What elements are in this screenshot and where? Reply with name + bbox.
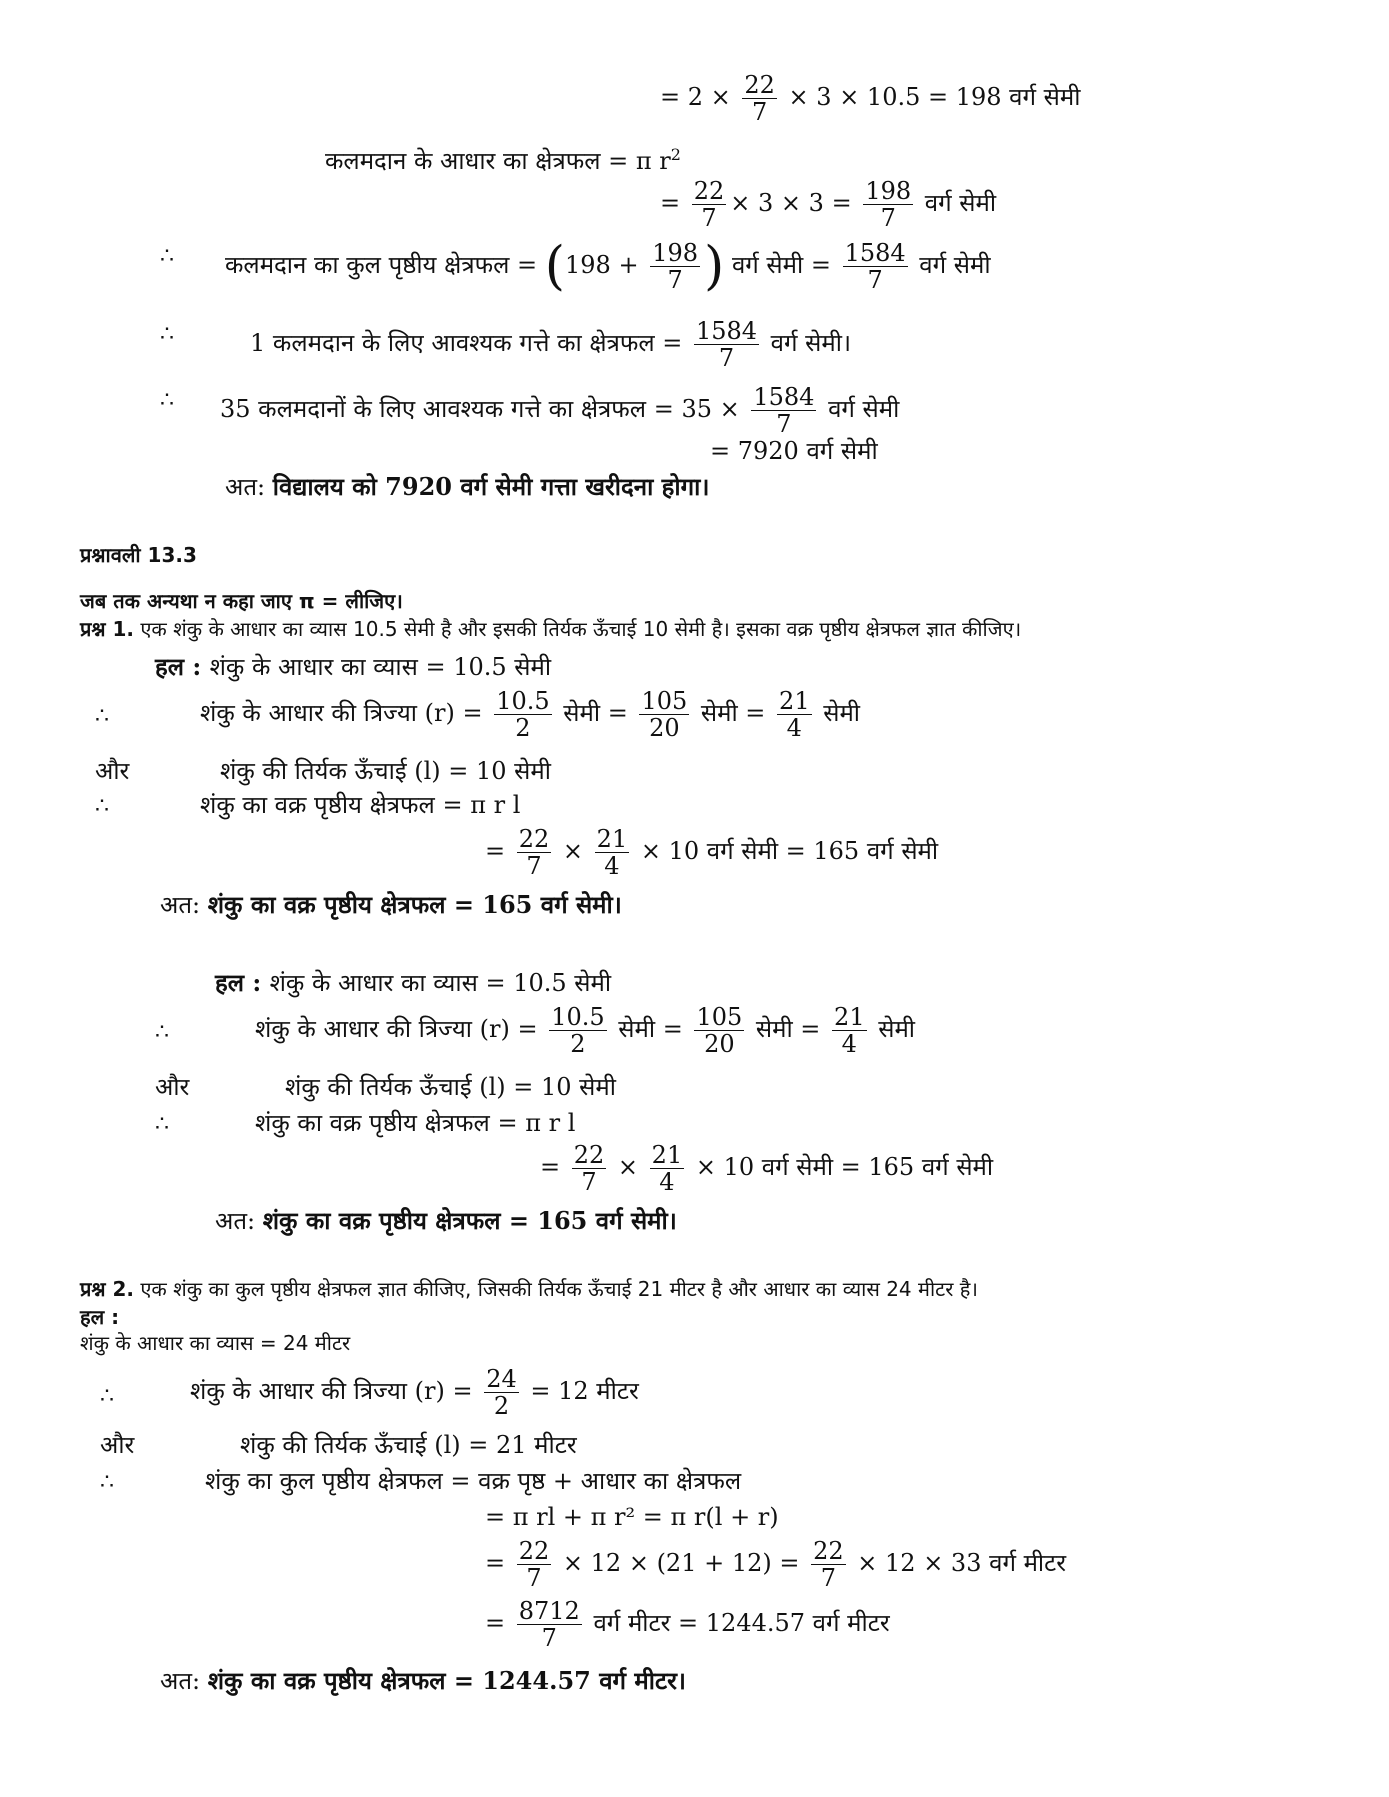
sol1-line-2: शंकु के आधार की त्रिज्या (r) = $\frac{10.5}{2}$ सेमी = $\frac{105}{20}$ सेमी = $\frac{21}{4}$ सेमी [200, 687, 861, 742]
sol1b-line-2: शंकु के आधार की त्रिज्या (r) = $\frac{10.5}{2}$ सेमी = $\frac{105}{20}$ सेमी = $\frac{21}{4}$ सेमी [255, 1003, 916, 1058]
fraction: $\frac{21}{4}$ [834, 1003, 865, 1058]
q2-line-0: शंकु के आधार का व्यास = 24 मीटर [80, 1331, 351, 1355]
top-conclusion: अत: विद्यालय को 7920 वर्ग सेमी गत्ता खरीदना होगा। [225, 472, 710, 501]
fraction: $\frac{24}{2}$ [486, 1365, 517, 1420]
sol1b-line-4: शंकु का वक्र पृष्ठीय क्षेत्रफल = π r l [255, 1109, 576, 1137]
q2-therefore-2: ∴ [100, 1470, 114, 1495]
fraction: $\frac{22}{7}$ [518, 825, 550, 880]
q2-therefore-1: ∴ [100, 1384, 114, 1409]
sol1b-line-3: शंकु की तिर्यक ऊँचाई (l) = 10 सेमी [285, 1073, 616, 1101]
fraction: $\frac{198}{7}$ [652, 239, 699, 294]
fraction: $\frac{21}{4}$ [596, 825, 628, 880]
sol1-line-3: शंकु की तिर्यक ऊँचाई (l) = 10 सेमी [220, 757, 551, 785]
q2-conclusion: अत: शंकु का वक्र पृष्ठीय क्षेत्रफल = 1244.57 वर्ग मीटर। [160, 1666, 686, 1695]
fraction: $\frac{10.5}{2}$ [551, 1003, 605, 1058]
fraction: $\frac{10.5}{2}$ [496, 687, 550, 742]
sol1-line-5: = $\frac{22}{7}$ × $\frac{21}{4}$ × 10 वर्ग सेमी = 165 वर्ग सेमी [485, 825, 939, 880]
exercise-title: प्रश्नावली 13.3 [80, 543, 197, 567]
q2-line-4: = π rl + π r² = π r(l + r) [485, 1503, 779, 1531]
fraction: $\frac{22}{7}$ [518, 1537, 550, 1592]
q2-line-1: शंकु के आधार की त्रिज्या (r) = $\frac{24}{2}$ = 12 मीटर [190, 1365, 639, 1420]
q2-line-2: शंकु की तिर्यक ऊँचाई (l) = 21 मीटर [240, 1431, 577, 1459]
sol1-line-1: हल : शंकु के आधार का व्यास = 10.5 सेमी [155, 652, 552, 681]
q2-line-6: = $\frac{8712}{7}$ वर्ग मीटर = 1244.57 वर्ग मीटर [485, 1597, 890, 1652]
fraction: $\frac{1584}{7}$ [753, 383, 815, 438]
fraction: $\frac{21}{4}$ [651, 1141, 683, 1196]
top-line-6-body: 35 कलमदानों के लिए आवश्यक गत्ते का क्षेत्रफल = 35 × $\frac{1584}{7}$ वर्ग सेमी [220, 383, 900, 438]
top-line-2: कलमदान के आधार का क्षेत्रफल = π $r^2$ [325, 145, 681, 175]
top-line-6: ∴ [160, 388, 174, 413]
fraction: $\frac{22}{7}$ [573, 1141, 605, 1196]
q2-and: और [100, 1431, 135, 1459]
top-line-7: = 7920 वर्ग सेमी [710, 437, 878, 465]
sol1b-therefore: ∴ [155, 1020, 169, 1045]
instruction: जब तक अन्यथा न कहा जाए π = लीजिए। [80, 589, 403, 613]
sol1b-line-5: = $\frac{22}{7}$ × $\frac{21}{4}$ × 10 वर्ग सेमी = 165 वर्ग सेमी [540, 1141, 994, 1196]
fraction: $\frac{198}{7}$ [865, 177, 912, 232]
top-line-4: ∴ [160, 244, 174, 269]
sol1b-therefore-2: ∴ [155, 1112, 169, 1137]
top-line-3: = $\frac{22}{7}$ × 3 × 3 = $\frac{198}{7}$ वर्ग सेमी [660, 177, 997, 232]
top-line-5-body: 1 कलमदान के लिए आवश्यक गत्ते का क्षेत्रफल = $\frac{1584}{7}$ वर्ग सेमी। [250, 317, 852, 372]
fraction: $\frac{22}{7}$ [813, 1537, 844, 1592]
fraction: $\frac{105}{20}$ [696, 1003, 743, 1058]
fraction: $\frac{1584}{7}$ [695, 317, 758, 372]
sol1-line-4: शंकु का वक्र पृष्ठीय क्षेत्रफल = π r l [200, 791, 521, 819]
question-2: प्रश्न 2. एक शंकु का कुल पृष्ठीय क्षेत्रफल ज्ञात कीजिए, जिसकी तिर्यक ऊँचाई 21 मीटर है और आधार का व्यास 24 मीटर है। [80, 1277, 978, 1301]
sol1-and: और [95, 757, 130, 785]
sol1b-line-1: हल : शंकु के आधार का व्यास = 10.5 सेमी [215, 968, 612, 997]
top-line-5: ∴ [160, 322, 174, 347]
fraction: $\frac{8712}{7}$ [518, 1597, 580, 1652]
q2-line-3: शंकु का कुल पृष्ठीय क्षेत्रफल = वक्र पृष्ठ + आधार का क्षेत्रफल [205, 1467, 742, 1495]
q2-hal: हल : [80, 1305, 120, 1329]
top-line-4-body: कलमदान का कुल पृष्ठीय क्षेत्रफल = (198 + $\frac{198}{7}$ ) वर्ग सेमी = $\frac{1584}{7}$ वर्ग सेमी [225, 236, 991, 297]
top-line-1: = 2 × $\frac{22}{7}$ × 3 × 10.5 = 198 वर्ग सेमी [660, 71, 1081, 126]
sol1-therefore: ∴ [95, 704, 109, 729]
fraction: $\frac{105}{20}$ [641, 687, 688, 742]
question-1: प्रश्न 1. एक शंकु के आधार का व्यास 10.5 सेमी है और इसकी तिर्यक ऊँचाई 10 सेमी है। इसका वक्र पृष्ठीय क्षेत्रफल ज्ञात कीजिए। [80, 617, 1022, 641]
fraction: $\frac{21}{4}$ [779, 687, 810, 742]
sol1b-conclusion: अत: शंकु का वक्र पृष्ठीय क्षेत्रफल = 165 वर्ग सेमी। [215, 1206, 677, 1235]
sol1b-and: और [155, 1073, 190, 1101]
q2-line-5: = $\frac{22}{7}$ × 12 × (21 + 12) = $\frac{22}{7}$ × 12 × 33 वर्ग मीटर [485, 1537, 1067, 1592]
fraction: $\frac{22}{7}$ [744, 71, 775, 126]
fraction: $\frac{22}{7}$ [693, 177, 725, 232]
sol1-therefore-2: ∴ [95, 794, 109, 819]
fraction: $\frac{1584}{7}$ [844, 239, 906, 294]
sol1-conclusion: अत: शंकु का वक्र पृष्ठीय क्षेत्रफल = 165 वर्ग सेमी। [160, 890, 622, 919]
